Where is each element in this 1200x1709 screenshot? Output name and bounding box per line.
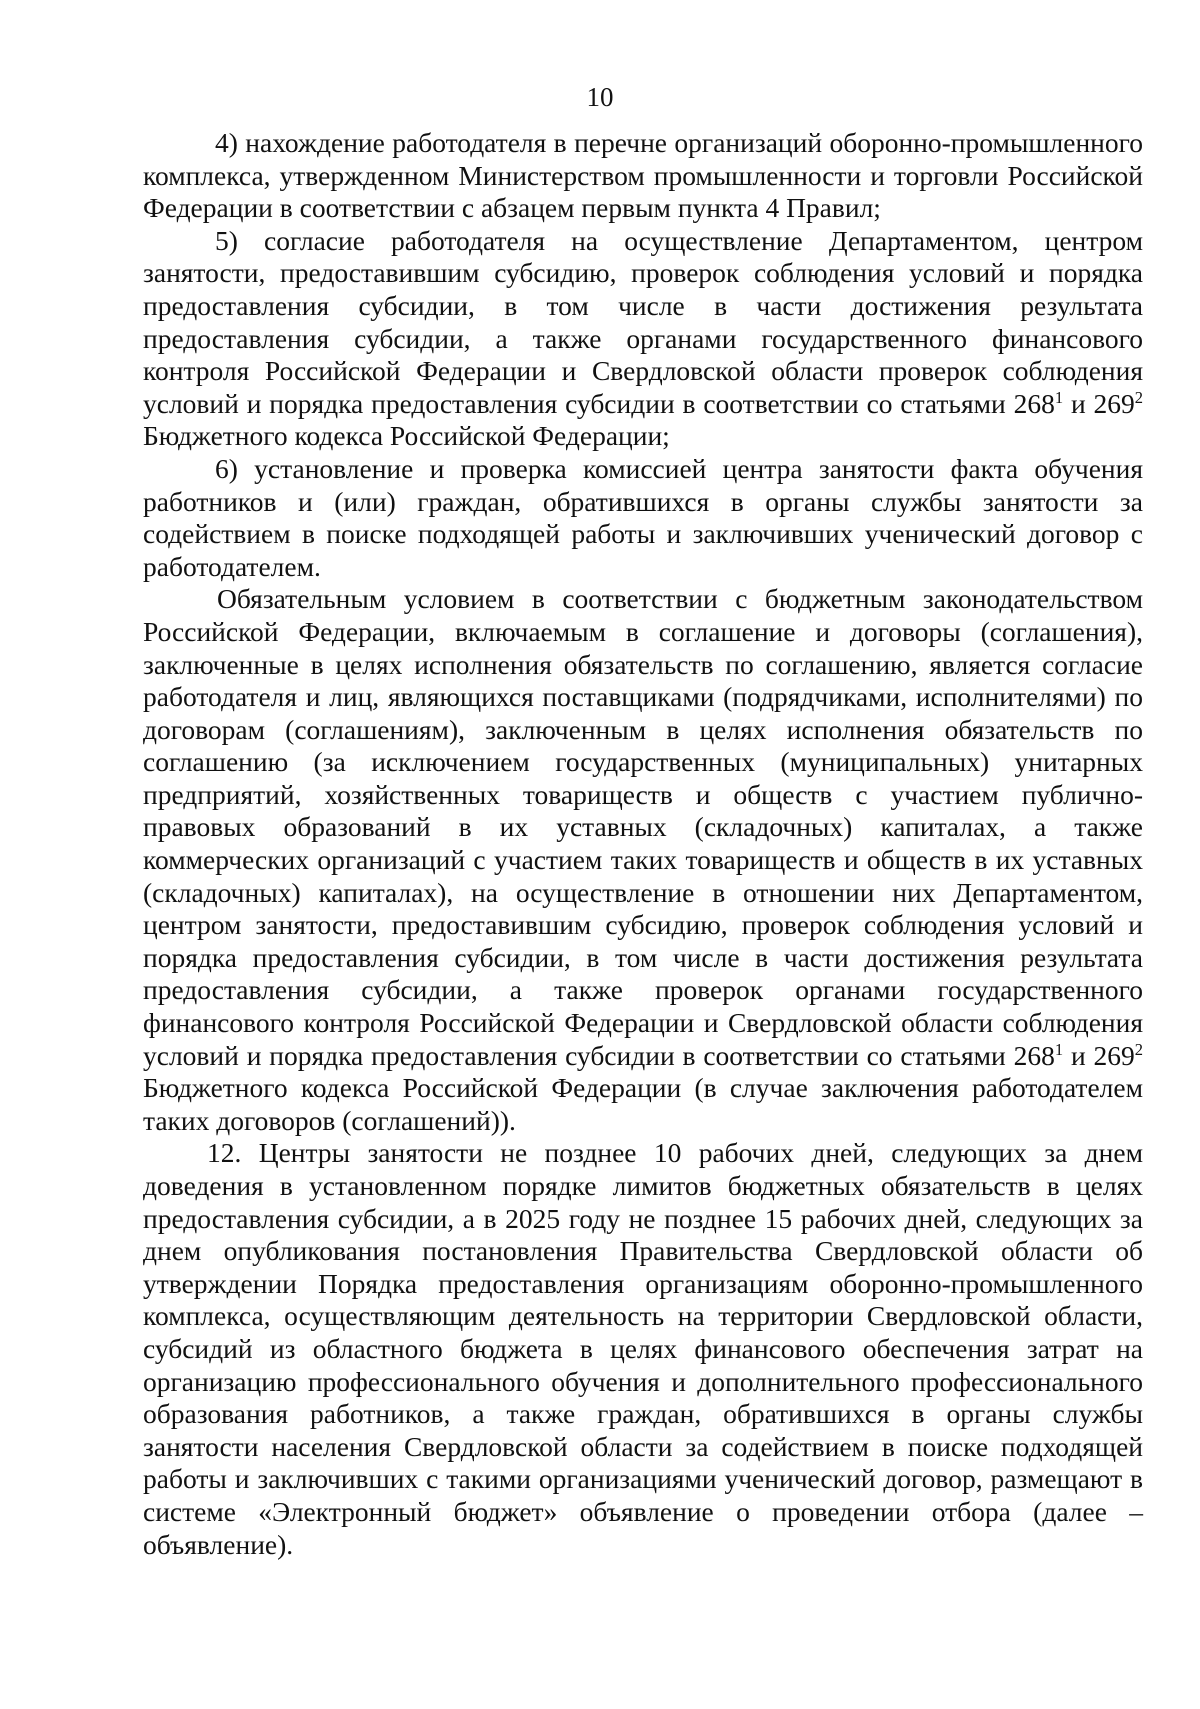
item-5-text: 5) согласие работодателя на осуществление Департаментом, центром занятости, предоставившим субсидию, проверок соблюдения условий и порядка предоставления субсидии, в том числе в части достижения результата предоставления субсидии, а также органами государственного финансового контроля Российской Федерации и Свердловской области проверок соблюдения условий и порядка предоставления субсидии в соответствии со статьями 268 xyxy=(143,224,1143,419)
article-268-superscript: 1 xyxy=(1054,387,1064,407)
paragraph-point-12: 12. Центры занятости не позднее 10 рабочих дней, следующих за днем доведения в установленном порядке лимитов бюджетных обязательств в целях предоставления субсидии, а в 2025 году не позднее 15 рабочих дней, следующих за днем опубликования постановления Правительства Свердловской области об утверждении Порядка предоставления организациям оборонно-промышленного комплекса, осуществляющим деятельность на территории Свердловской области, субсидий из областного бюджета в целях финансового обеспечения затрат на организацию профессионального обучения и дополнительного профессионального образования работников, а также граждан, обратившихся в органы службы занятости населения Свердловской области за содействием в поиске подходящей работы и заключивших с такими организациями ученический договор, размещают в системе «Электронный бюджет» объявление о проведении отбора (далее – объявление). xyxy=(143,1137,1143,1560)
paragraph-item-4: 4) нахождение работодателя в перечне организаций оборонно-промышленного комплекса, утвержденном Министерством промышленности и торговли Российской Федерации в соответствии с абзацем первым пункта 4 Правил; xyxy=(143,127,1143,224)
page-number: 10 xyxy=(586,82,614,112)
obligatory-condition-text: Обязательным условием в соответствии с бюджетным законодательством Российской Федерации, включаемым в соглашение и договоры (соглашения), заключенные в целях исполнения обязательств по соглашению, является согласие работодателя и лиц, являющихся поставщиками (подрядчиками, исполнителями) по договорам (соглашениям), заключенным в целях исполнения обязательств по соглашению (за исключением государственных (муниципальных) унитарных предприятий, хозяйственных товариществ и обществ с участием публично-правовых образований в их уставных (складочных) капиталах, а также коммерческих организаций с участием таких товариществ и обществ в их уставных (складочных) капиталах), на осуществление в отношении них Департаментом, центром занятости, предоставившим субсидию, проверок соблюдения условий и порядка предоставления субсидии, в том числе в части достижения результата предоставления субсидии, а также проверок органами государственного финансового контроля Российской Федерации и Свердловской области соблюдения условий и порядка предоставления субсидии в соответствии со статьями 268 xyxy=(143,583,1143,1071)
obligatory-condition-ending: Бюджетного кодекса Российской Федерации (в случае заключения работодателем таких договоров (соглашений)). xyxy=(143,1072,1143,1136)
paragraph-item-5 xyxy=(143,225,1143,453)
paragraph-obligatory-condition xyxy=(143,583,1143,1137)
article-268-superscript: 1 xyxy=(1054,1039,1064,1059)
item-5-conjunction: и 269 xyxy=(1063,387,1135,419)
document-body xyxy=(143,127,1143,1561)
article-269-superscript: 2 xyxy=(1134,387,1144,407)
paragraph-item-6: 6) установление и проверка комиссией центра занятости факта обучения работников и (или) граждан, обратившихся в органы службы занятости за содействием в поиске подходящей работы и заключивших ученический договор с работодателем. xyxy=(143,452,1143,582)
item-5-ending: Бюджетного кодекса Российской Федерации; xyxy=(143,420,670,452)
article-269-superscript: 2 xyxy=(1134,1039,1144,1059)
obligatory-condition-conjunction: и 269 xyxy=(1063,1039,1135,1071)
